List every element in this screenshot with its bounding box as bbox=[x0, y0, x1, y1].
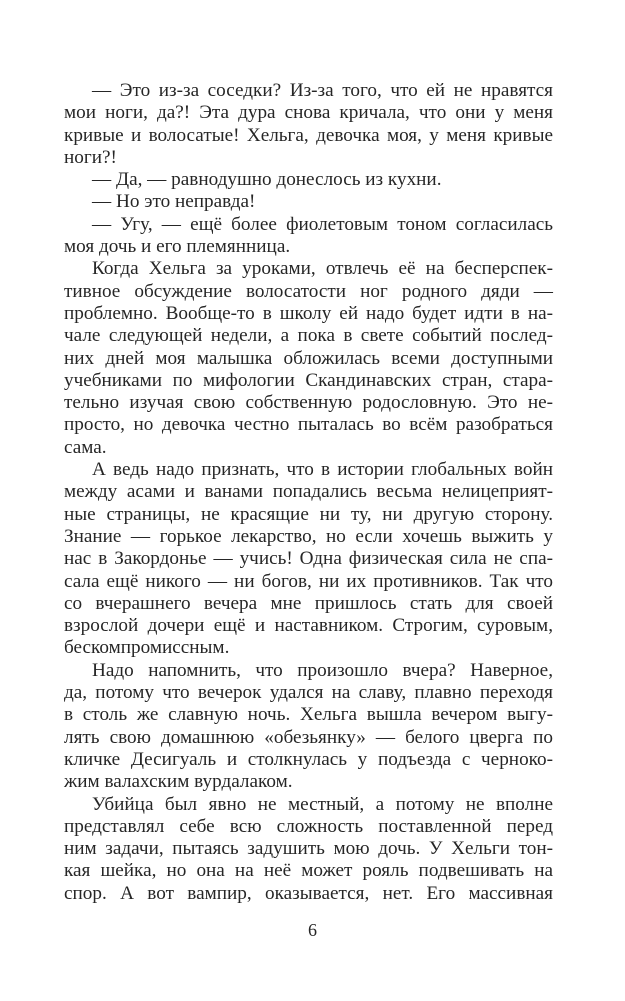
text-line: между асами и ванами попадались весьма нелицеприят- bbox=[64, 481, 553, 503]
paragraph bbox=[64, 80, 553, 169]
text-line: кривые и волосатые! Хельга, девочка моя, у меня кривые bbox=[64, 124, 553, 146]
text-line: Надо напомнить, что произошло вчера? Наверное, bbox=[92, 659, 553, 681]
text-line: мои ноги, да?! Эта дура снова кричала, что они у меня bbox=[64, 102, 553, 124]
text-line: спор. А вот вампир, оказывается, нет. Его массивная bbox=[64, 882, 553, 904]
text-line: кличке Десигуаль и столкнулась у подъезда с черноко- bbox=[64, 748, 553, 770]
paragraph bbox=[64, 169, 553, 191]
paragraph bbox=[64, 660, 553, 794]
text-line: Когда Хельга за уроками, отвлечь её на бесперспек- bbox=[92, 258, 553, 280]
paragraph bbox=[64, 794, 553, 905]
text-line: просто, но девочка честно пыталась во всём разобраться bbox=[64, 414, 553, 436]
text-line: — Да, — равнодушно донеслось из кухни. bbox=[92, 169, 442, 191]
text-line: проблемно. Вообще-то в школу ей надо будет идти в на- bbox=[64, 302, 553, 324]
text-line: лять свою домашнюю «обезьянку» — белого цверга по bbox=[64, 726, 553, 748]
text-line: — Это из-за соседки? Из-за того, что ей не нравятся bbox=[92, 80, 553, 101]
paragraph bbox=[64, 258, 553, 459]
text-line: Убийца был явно не местный, а потому не вполне bbox=[92, 793, 553, 815]
text-line: взрослой дочери ещё и наставником. Строгим, суровым, bbox=[64, 615, 553, 637]
text-line: нас в Закордонье — учись! Одна физическая сила не спа- bbox=[64, 548, 553, 570]
text-line: ноги?! bbox=[64, 146, 117, 168]
text-line: — Угу, — ещё более фиолетовым тоном согласилась bbox=[92, 213, 553, 235]
text-line: тельно изучая свою собственную родословную. Это не- bbox=[64, 392, 553, 414]
text-line: А ведь надо признать, что в истории глобальных войн bbox=[92, 459, 553, 481]
text-line: ные страницы, не красящие ни ту, ни другую сторону. bbox=[64, 503, 553, 525]
text-line: учебниками по мифологии Скандинавских стран, стара- bbox=[64, 369, 553, 391]
book-page-body bbox=[64, 80, 553, 905]
text-line: ним задачи, пытаясь задушить мою дочь. У Хельги тон- bbox=[64, 838, 553, 860]
text-line: кая шейка, но она на неё может рояль подвешивать на bbox=[64, 860, 553, 882]
text-line: сала ещё никого — ни богов, ни их противников. Так что bbox=[64, 570, 553, 592]
text-line: сама. bbox=[64, 436, 107, 458]
text-line: бескомпромиссным. bbox=[64, 637, 230, 659]
text-line: тивное обсуждение волосатости ног родного дяди — bbox=[64, 280, 553, 302]
text-line: со вчерашнего вечера мне пришлось стать для своей bbox=[64, 592, 553, 614]
text-line: в столь же славную ночь. Хельга вышла вечером выгу- bbox=[64, 704, 553, 726]
text-line: Знание — горькое лекарство, но если хочешь выжить у bbox=[64, 525, 553, 547]
text-line: представлял себе всю сложность поставленной перед bbox=[64, 815, 553, 837]
paragraph bbox=[64, 214, 553, 259]
text-line: них дней моя малышка обложилась всеми доступными bbox=[64, 347, 553, 369]
text-line: да, потому что вечерок удался на славу, плавно переходя bbox=[64, 682, 553, 704]
paragraph bbox=[64, 191, 553, 213]
paragraph bbox=[64, 459, 553, 660]
text-line: — Но это неправда! bbox=[92, 191, 256, 213]
page-number: 6 bbox=[308, 920, 317, 940]
text-line: жим валахским вурдалаком. bbox=[64, 771, 293, 793]
text-line: моя дочь и его племянница. bbox=[64, 236, 291, 258]
text-line: чале следующей недели, а пока в свете событий послед- bbox=[64, 325, 553, 347]
